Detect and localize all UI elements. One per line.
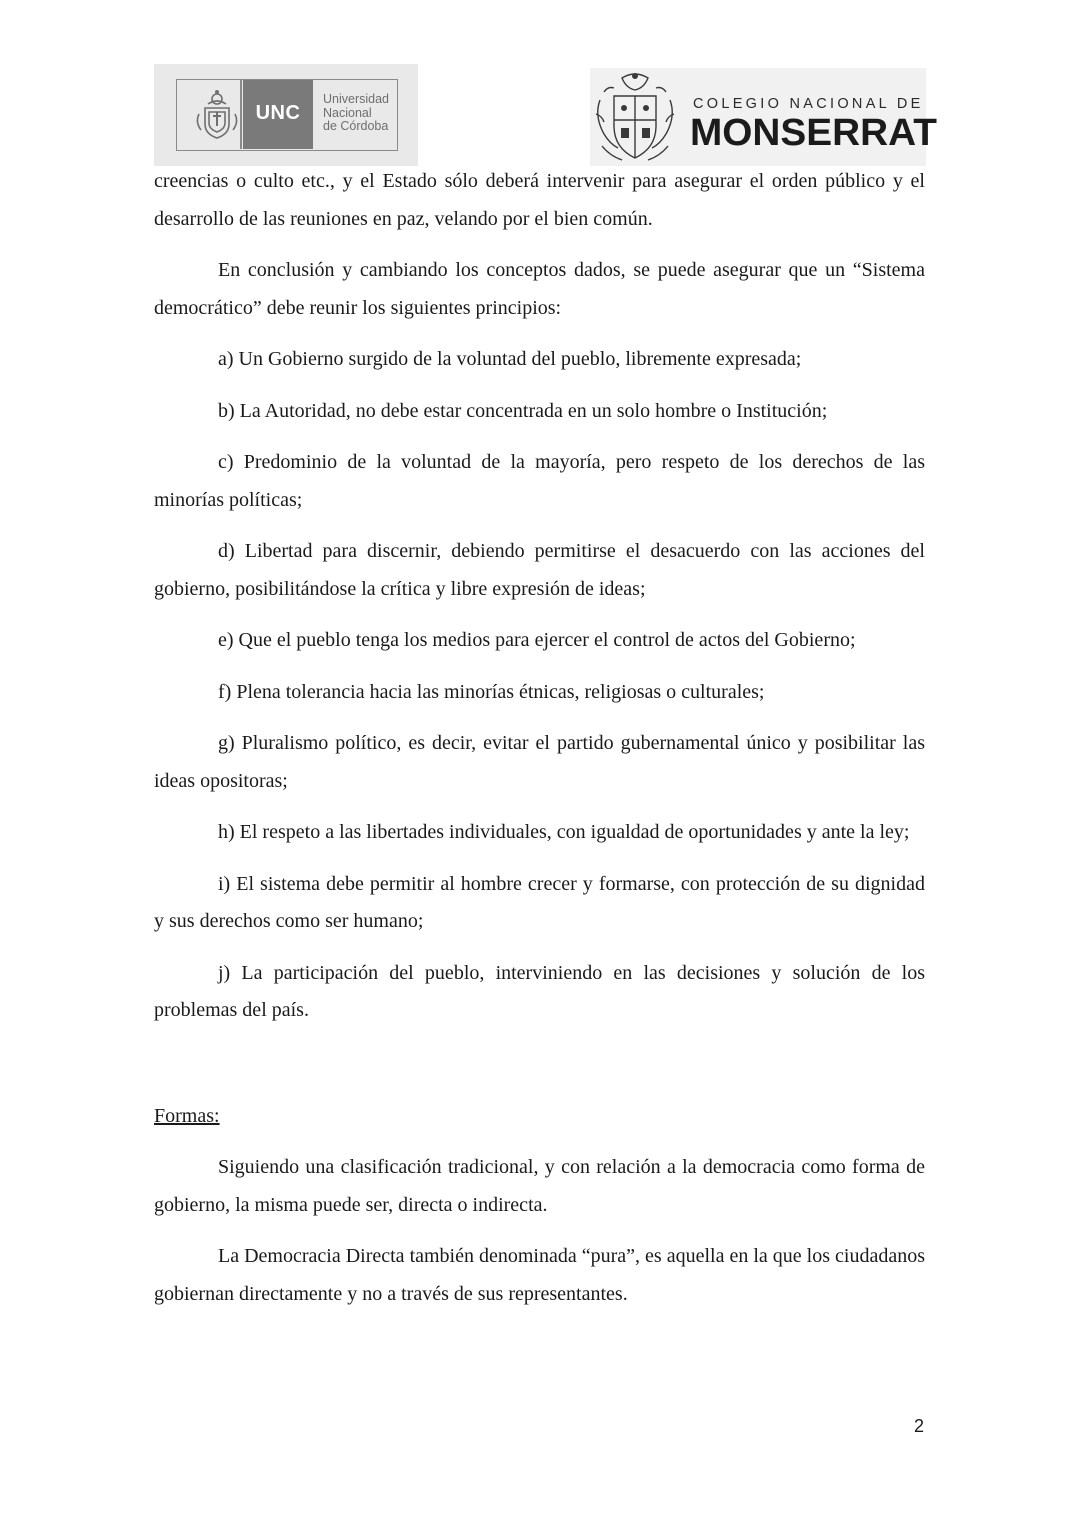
formas-paragraph-2: La Democracia Directa también denominada “pura”, es aquella en la que los ciudadanos gobiernan directamente y no a través de sus representantes. (154, 1245, 925, 1305)
principle-j: j) La participación del pueblo, interviniendo en las decisiones y solución de los problemas del país. (154, 961, 925, 1021)
document-body (154, 163, 925, 1313)
principle-a: a) Un Gobierno surgido de la voluntad del pueblo, libremente expresada; (218, 348, 802, 370)
monserrat-name-text: MONSERRAT (690, 112, 937, 154)
unc-full-name (323, 93, 389, 134)
unc-name-line-1: Universidad (323, 92, 390, 106)
unc-logo-divider (240, 80, 242, 149)
unc-name-line-2: Nacional (323, 105, 372, 120)
formas-heading: Formas: (154, 1104, 220, 1127)
principle-h: h) El respeto a las libertades individuales, con igualdad de oportunidades y ante la ley; (218, 821, 910, 843)
monserrat-logo (590, 68, 937, 166)
unc-logo-frame (176, 79, 398, 151)
principle-b: b) La Autoridad, no debe estar concentrada en un solo hombre o Institución; (218, 399, 828, 422)
unc-logo (154, 64, 418, 166)
conclusion-paragraph: En conclusión y cambiando los conceptos dados, se puede asegurar que un “Sistema democrático” debe reunir los siguientes principios: (154, 259, 925, 319)
unc-crest-icon (191, 88, 243, 144)
principle-c: c) Predominio de la voluntad de la mayoría, pero respeto de los derechos de las minorías políticas; (154, 451, 925, 511)
principle-d: d) Libertad para discernir, debiendo permitirse el desacuerdo con las acciones del gobierno, posibilitándose la crítica y libre expresión de ideas; (154, 540, 925, 600)
principle-f: f) Plena tolerancia hacia las minorías étnicas, religiosas o culturales; (218, 680, 765, 703)
principle-e: e) Que el pueblo tenga los medios para ejercer el control de actos del Gobierno; (218, 629, 856, 651)
principle-i: i) El sistema debe permitir al hombre crecer y formarse, con protección de su dignidad y sus derechos como ser humano; (154, 872, 925, 932)
monserrat-colegio-text: COLEGIO NACIONAL DE (693, 96, 924, 112)
principle-g: g) Pluralismo político, es decir, evitar el partido gubernamental único y posibilitar las ideas opositoras; (154, 732, 925, 792)
page-number: 2 (914, 1416, 925, 1436)
intro-continuation-paragraph: creencias o culto etc., y el Estado sólo deberá intervenir para asegurar el orden público y el desarrollo de las reuniones en paz, velando por el bien común. (154, 170, 925, 230)
unc-name-line-3: de Córdoba (323, 119, 389, 133)
unc-acronym: UNC (243, 80, 313, 149)
formas-paragraph-1: Siguiendo una clasificación tradicional, y con relación a la democracia como forma de gobierno, la misma puede ser, directa o indirecta. (154, 1156, 925, 1216)
monserrat-coat-of-arms-icon (592, 70, 678, 166)
